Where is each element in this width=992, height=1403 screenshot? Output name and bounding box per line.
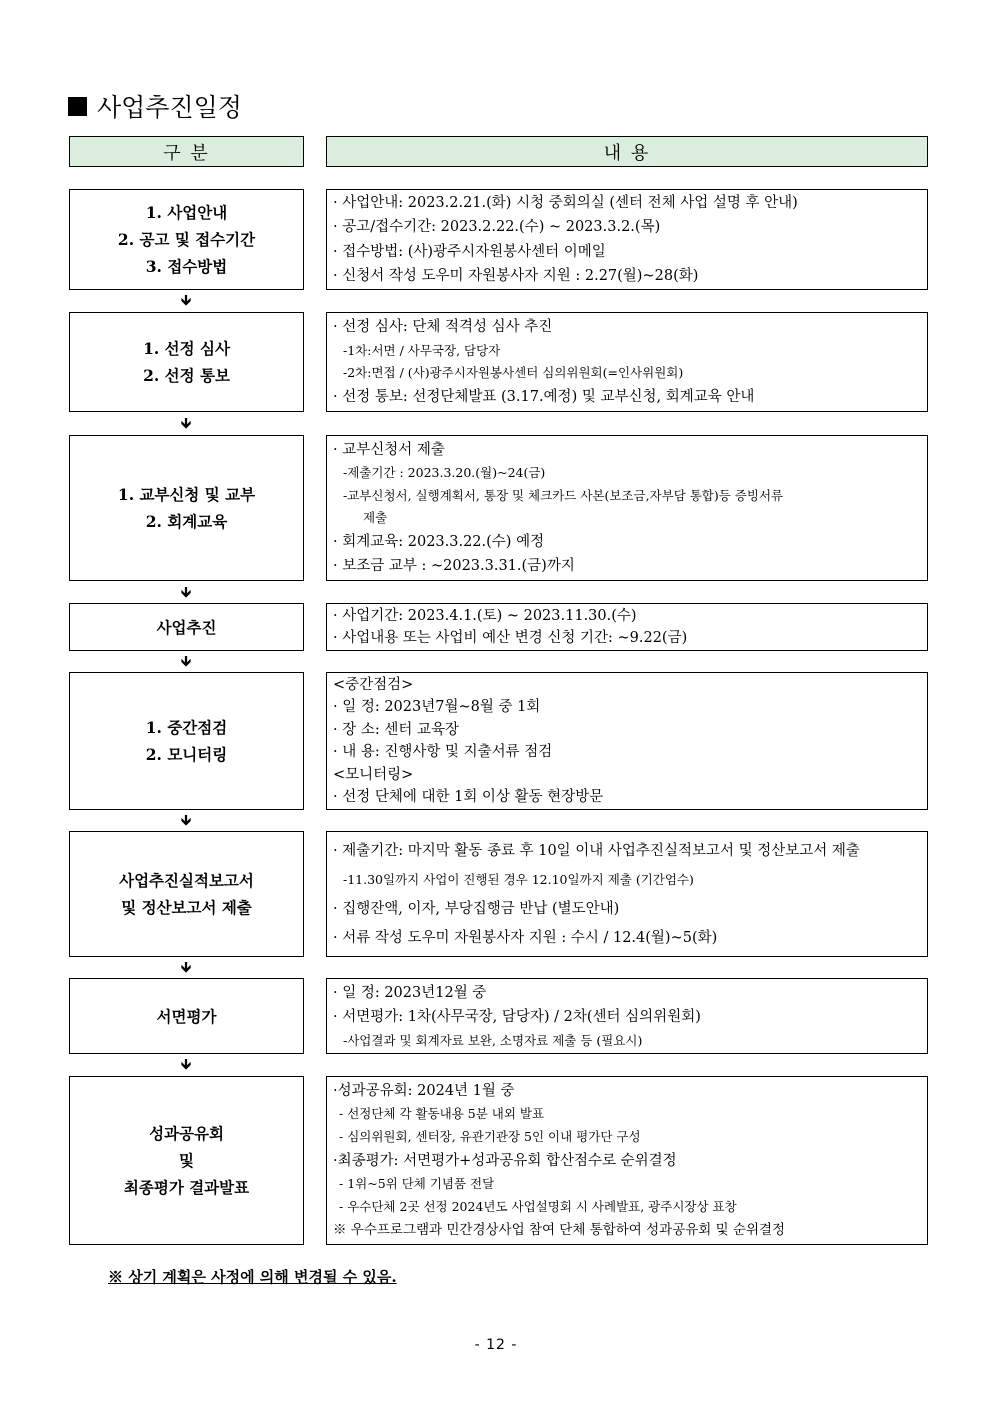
row-1-content-line: · 접수방법: (사)광주시자원봉사센터 이메일 [333,243,606,260]
row-5-category-line: 2. 모니터링 [145,745,228,764]
row-2-category [69,312,304,412]
row-2-content [326,312,928,412]
row-3-content [326,435,928,581]
row-8-category [69,1076,304,1245]
row-8-content-line: ·성과공유회: 2024년 1월 중 [333,1082,515,1099]
row-7-category [69,978,304,1054]
row-3-category [69,435,304,581]
row-6-content-line: · 집행잔액, 이자, 부당집행금 반납 (별도안내) [333,900,620,917]
row-3-content-line: · 보조금 교부 : ~2023.3.31.(금)까지 [333,558,575,575]
row-5-content [326,672,928,810]
header-category: 구 분 [69,136,304,167]
row-5-content-line: <모니터링> [333,766,414,783]
row-1-category-line: 2. 공고 및 접수기간 [117,230,256,249]
row-8-category-line: 및 [179,1151,194,1170]
row-3-category-line: 2. 회계교육 [145,512,228,531]
row-6-content-line: · 서류 작성 도우미 자원봉사자 지원 : 수시 / 12.4(월)~5(화) [333,929,718,946]
row-4-category-line: 사업추진 [156,617,217,637]
row-8-content [326,1076,928,1245]
row-6-content-line: · 제출기간: 마지막 활동 종료 후 10일 이내 사업추진실적보고서 및 정산보고서 제출 [333,843,860,860]
row-1-category [69,189,304,290]
row-8-content-line: ·최종평가: 서면평가+성과공유회 합산점수로 순위결정 [333,1152,677,1169]
row-2-content-line: -1차:서면 / 사무국장, 담당자 [343,342,501,358]
footnote: ※ 상기 계획은 사정에 의해 변경될 수 있음. [108,1268,397,1286]
row-3-content-line: · 교부신청서 제출 [333,441,445,458]
row-8-content-line: - 선정단체 각 활동내용 5분 내외 발표 [339,1106,545,1122]
row-1-category-line: 3. 접수방법 [145,257,228,276]
row-2-content-line: -2차:면접 / (사)광주시자원봉사센터 심의위원회(=인사위원회) [343,365,684,381]
row-3-content-line: -교부신청서, 실행계획서, 통장 및 체크카드 사본(보조금,자부담 통합)등 증빙서류 [343,487,784,503]
arrow-down-icon: 🡻 [180,958,192,976]
row-6-category-line: 사업추진실적보고서 [119,871,254,890]
row-2-content-line: · 선정 통보: 선정단체발표 (3.17.예정) 및 교부신청, 회계교육 안내 [333,389,755,406]
row-3-content-line: -제출기간 : 2023.3.20.(월)~24(금) [343,465,546,481]
row-4-content [326,603,928,651]
arrow-down-icon: 🡻 [180,583,192,601]
row-2-category-line: 1. 선정 심사 [143,339,230,358]
row-7-content-line: · 서면평가: 1차(사무국장, 담당자) / 2차(센터 심의위원회) [333,1009,701,1025]
row-5-category-line: 1. 중간점검 [145,718,228,737]
row-5-content-line: <중간점검> [333,676,414,693]
arrow-down-icon: 🡻 [180,291,192,309]
row-3-content-line: · 회계교육: 2023.3.22.(수) 예정 [333,533,545,550]
page-title [68,88,242,124]
row-7-category-line: 서면평가 [156,1006,217,1026]
row-5-content-line: · 장 소: 센터 교육장 [333,721,459,738]
row-4-content-line: · 사업내용 또는 사업비 예산 변경 신청 기간: ~9.22(금) [333,630,688,647]
row-5-category [69,672,304,810]
row-8-content-line: - 1위~5위 단체 기념품 전달 [339,1176,495,1192]
row-3-content-line: 제출 [363,510,388,526]
row-1-content-line: · 공고/접수기간: 2023.2.22.(수) ~ 2023.3.2.(목) [333,219,661,236]
arrow-down-icon: 🡻 [180,652,192,670]
row-7-content-line: -사업결과 및 회계자료 보완, 소명자료 제출 등 (필요시) [343,1032,643,1048]
row-4-content-line: · 사업기간: 2023.4.1.(토) ~ 2023.11.30.(수) [333,607,637,624]
row-8-content-line: - 우수단체 2곳 선정 2024년도 사업설명회 시 사례발표, 광주시장상 표창 [339,1198,737,1214]
page-number: - 12 - [474,1337,518,1353]
row-8-content-line: - 심의위원회, 센터장, 유관기관장 5인 이내 평가단 구성 [339,1128,641,1144]
arrow-down-icon: 🡻 [180,1055,192,1073]
row-8-content-line: ※ 우수프로그램과 민간경상사업 참여 단체 통합하여 성과공유회 및 순위결정 [333,1222,786,1239]
arrow-down-icon: 🡻 [180,414,192,432]
row-5-content-line: · 일 정: 2023년7월~8월 중 1회 [333,699,541,716]
row-1-content [326,189,928,290]
row-5-content-line: · 내 용: 진행사항 및 지출서류 점검 [333,744,553,761]
row-6-category-line: 및 정산보고서 제출 [121,898,252,917]
row-1-category-line: 1. 사업안내 [145,203,228,222]
row-2-content-line: · 선정 심사: 단체 적격성 심사 추진 [333,318,553,335]
row-7-content [326,978,928,1054]
row-3-category-line: 1. 교부신청 및 교부 [117,485,256,504]
square-bullet-icon [68,97,87,116]
page-title-text: 사업추진일정 [97,93,242,122]
row-1-content-line: · 신청서 작성 도우미 자원봉사자 지원 : 2.27(월)~28(화) [333,267,699,284]
row-8-category-line: 최종평가 결과발표 [123,1178,250,1197]
row-2-category-line: 2. 선정 통보 [143,366,230,385]
row-6-category [69,831,304,957]
header-content: 내 용 [326,136,928,167]
row-7-content-line: · 일 정: 2023년12월 중 [333,984,487,1001]
row-5-content-line: · 선정 단체에 대한 1회 이상 활동 현장방문 [333,789,604,806]
row-1-content-line: · 사업안내: 2023.2.21.(화) 시청 중회의실 (센터 전체 사업 설명 후 안내) [333,195,798,212]
row-4-category [69,603,304,651]
row-6-content [326,831,928,957]
row-8-category-line: 성과공유회 [149,1124,224,1143]
arrow-down-icon: 🡻 [180,811,192,829]
row-6-content-line: -11.30일까지 사업이 진행된 경우 12.10일까지 제출 (기간엄수) [343,872,694,888]
